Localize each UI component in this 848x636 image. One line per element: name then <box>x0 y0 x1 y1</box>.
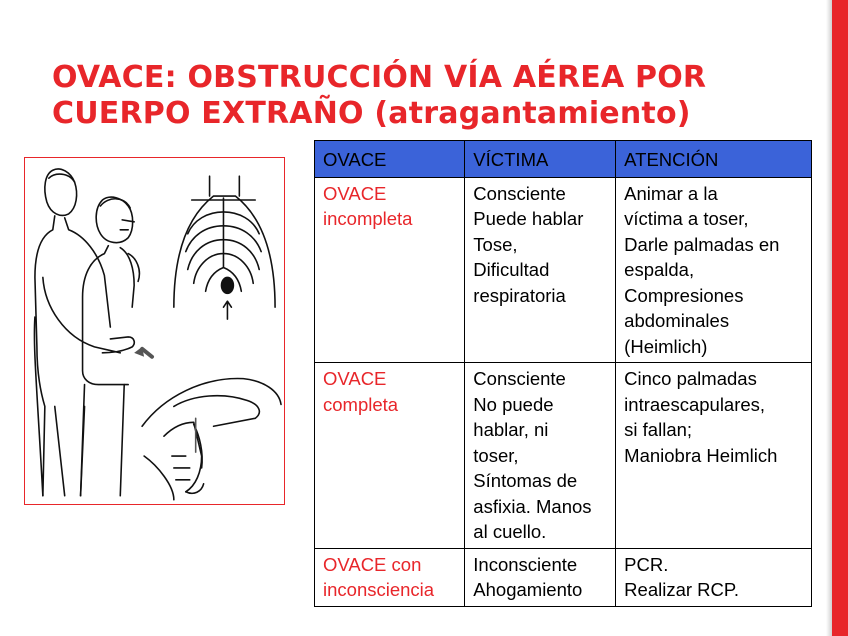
cell-line: (Heimlich) <box>624 335 708 357</box>
slide-title-line-2: CUERPO EXTRAÑO (atragantamiento) <box>52 96 691 131</box>
ovace-table <box>314 140 812 607</box>
cell-line: asfixia. Manos <box>473 495 592 517</box>
cell-line: inconsciencia <box>323 579 435 600</box>
slide-accent-bar <box>832 0 848 636</box>
cell-line: abdominales <box>624 310 730 331</box>
cell-line: Inconsciente <box>473 553 578 575</box>
cell-line: Animar a la <box>624 182 718 204</box>
cell-line: si fallan; <box>624 419 693 440</box>
rescuer-figure <box>34 169 120 496</box>
cell-line: incompleta <box>323 208 413 229</box>
table-row-inconsciencia <box>315 548 812 606</box>
cell-line: víctima a toser, <box>624 208 749 229</box>
cell-victim <box>465 363 616 549</box>
cell-line: Compresiones <box>624 284 744 306</box>
cell-line: espalda, <box>624 259 695 280</box>
cell-line: al cuello. <box>473 521 547 542</box>
table-row-incompleta <box>315 177 812 363</box>
cell-line: Realizar RCP. <box>624 579 739 600</box>
cell-line: Maniobra Heimlich <box>624 444 778 466</box>
cell-line: respiratoria <box>473 284 566 306</box>
slide-title <box>52 60 822 132</box>
cell-care <box>616 177 812 363</box>
cell-type <box>315 177 465 363</box>
cell-line: Consciente <box>473 368 566 389</box>
cell-line: intraescapulares, <box>624 393 766 415</box>
column-header-ovace: OVACE <box>315 141 465 178</box>
column-header-atencion: ATENCIÓN <box>616 141 812 178</box>
cell-line: OVACE <box>323 368 387 389</box>
cell-line: PCR. <box>624 553 669 575</box>
cell-line: OVACE con <box>323 553 422 575</box>
cell-line: Cinco palmadas <box>624 368 757 389</box>
cell-line: hablar, ni <box>473 419 549 440</box>
cell-victim <box>465 177 616 363</box>
cell-line: Dificultad <box>473 259 550 280</box>
table-row-completa <box>315 363 812 549</box>
heimlich-maneuver-illustration <box>24 157 285 505</box>
cell-line: Puede hablar <box>473 208 584 229</box>
victim-figure <box>81 197 140 496</box>
cell-type <box>315 548 465 606</box>
cell-line: OVACE <box>323 182 387 204</box>
rib-cage-diagram <box>174 176 275 319</box>
cell-line: completa <box>323 393 399 415</box>
cell-line: Tose, <box>473 233 518 255</box>
cell-care <box>616 548 812 606</box>
cell-line: No puede <box>473 393 554 415</box>
column-header-victima: VÍCTIMA <box>465 141 616 178</box>
slide-title-line-1: OVACE: OBSTRUCCIÓN VÍA AÉREA POR <box>52 60 707 95</box>
fist-hand-diagram <box>142 378 281 499</box>
cell-type <box>315 363 465 549</box>
cell-victim <box>465 548 616 606</box>
cell-line: Darle palmadas en <box>624 233 780 255</box>
table-header-row <box>315 141 812 178</box>
cell-line: Consciente <box>473 182 566 204</box>
cell-line: toser, <box>473 444 519 466</box>
cell-line: Ahogamiento <box>473 579 583 600</box>
cell-line: Síntomas de <box>473 470 578 491</box>
cell-care <box>616 363 812 549</box>
